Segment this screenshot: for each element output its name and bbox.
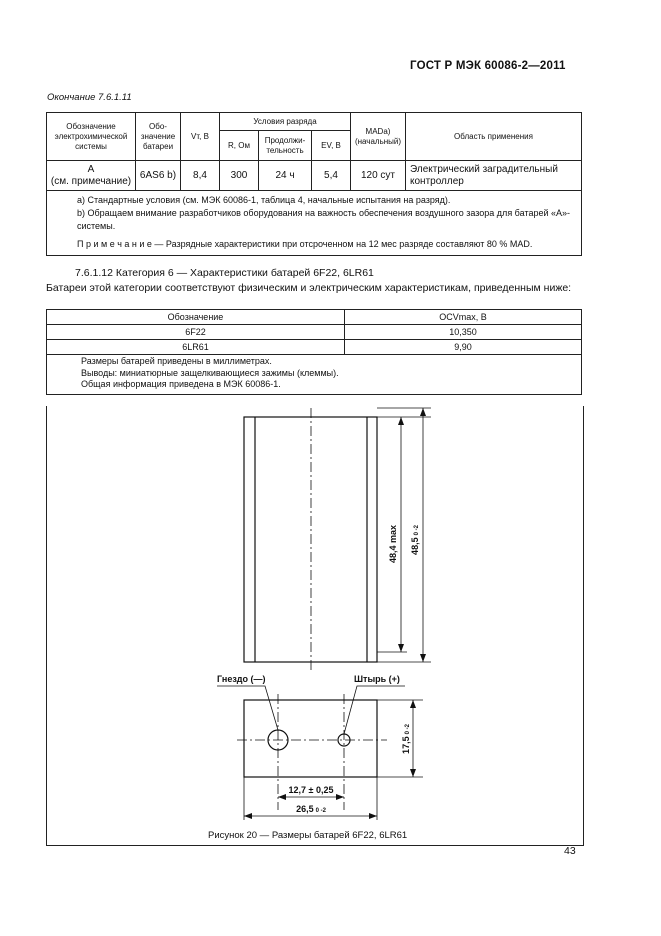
table-note: П р и м е ч а н и е — Разрядные характеристики при отсроченном на 12 мес разряде составляют 80 % MAD.: [77, 239, 533, 249]
cell-designation: 6LR61: [47, 340, 345, 355]
dim-height-max: 48,4 max: [388, 524, 398, 564]
cell-duration: 24 ч: [259, 161, 312, 191]
top-view-outline: [244, 700, 377, 777]
front-view-outline: [244, 417, 377, 662]
section-title: 7.6.1.12 Категория 6 — Характеристики батарей 6F22, 6LR61: [75, 267, 374, 279]
figure-box: [46, 406, 584, 846]
table-notes: [47, 191, 582, 256]
cell-voltage: 8,4: [181, 161, 220, 191]
table-continuation-caption: Окончание 7.6.1.11: [47, 92, 132, 103]
cell-battery: 6AS6 b): [136, 161, 181, 191]
cell-system: А (см. примечание): [47, 161, 136, 191]
col-area-header: Область применения: [406, 113, 582, 161]
col-duration-header: Продолжи-тельность: [259, 131, 312, 161]
dim-width: 26,5 0 -2: [296, 804, 326, 814]
col-designation-header: Обозначение: [47, 310, 345, 325]
col-ocv-header: OCVmax, В: [345, 310, 582, 325]
cell-ocv: 10,350: [345, 325, 582, 340]
col-battery-header: Обо-значение батареи: [136, 113, 181, 161]
label-socket: Гнездо (—): [217, 674, 266, 684]
col-system-header: Обозначение электрохимической системы: [47, 113, 136, 161]
cell-r: 300: [220, 161, 259, 191]
section-paragraph: Батареи этой категории соответствуют физическим и электрическим характеристикам, приведенным ниже:: [46, 282, 572, 294]
cell-mad: 120 сут: [351, 161, 406, 191]
col-r-header: R, Ом: [220, 131, 259, 161]
dim-spacing: 12,7 ± 0,25: [288, 785, 334, 795]
battery-drawing: [47, 406, 583, 845]
col-conditions-header: Условия разряда: [220, 113, 351, 131]
ocv-table: [46, 309, 582, 395]
footnote-b: b) Обращаем внимание разработчиков оборудования на важность обеспечения воздушного зазора для батарей «А»-системы.: [77, 208, 571, 231]
label-pin: Штырь (+): [354, 674, 400, 684]
discharge-table: [46, 112, 582, 256]
document-header: ГОСТ Р МЭК 60086-2—2011: [410, 60, 566, 72]
col-ev-header: EV, В: [312, 131, 351, 161]
col-voltage-header: Vт, В: [181, 113, 220, 161]
cell-designation: 6F22: [47, 325, 345, 340]
figure-caption: Рисунок 20 — Размеры батарей 6F22, 6LR61: [208, 830, 408, 841]
dim-height: 48,50 -2: [410, 525, 420, 555]
col-mad-header: MADa) (начальный): [351, 113, 406, 161]
cell-ev: 5,4: [312, 161, 351, 191]
dim-depth: 17,50 -2: [401, 724, 411, 754]
page-number: 43: [564, 845, 576, 857]
cell-area: Электрический заградительный контроллер: [406, 161, 582, 191]
cell-ocv: 9,90: [345, 340, 582, 355]
footnote-a: a) Стандартные условия (см. МЭК 60086-1, таблица 4, начальные испытания на разряд).: [77, 195, 451, 205]
dimension-notes: Размеры батарей приведены в миллиметрах. Выводы: миниатюрные защелкивающиеся зажимы (клеммы). Общая информация приведена в МЭК 60086-1.: [47, 355, 582, 395]
